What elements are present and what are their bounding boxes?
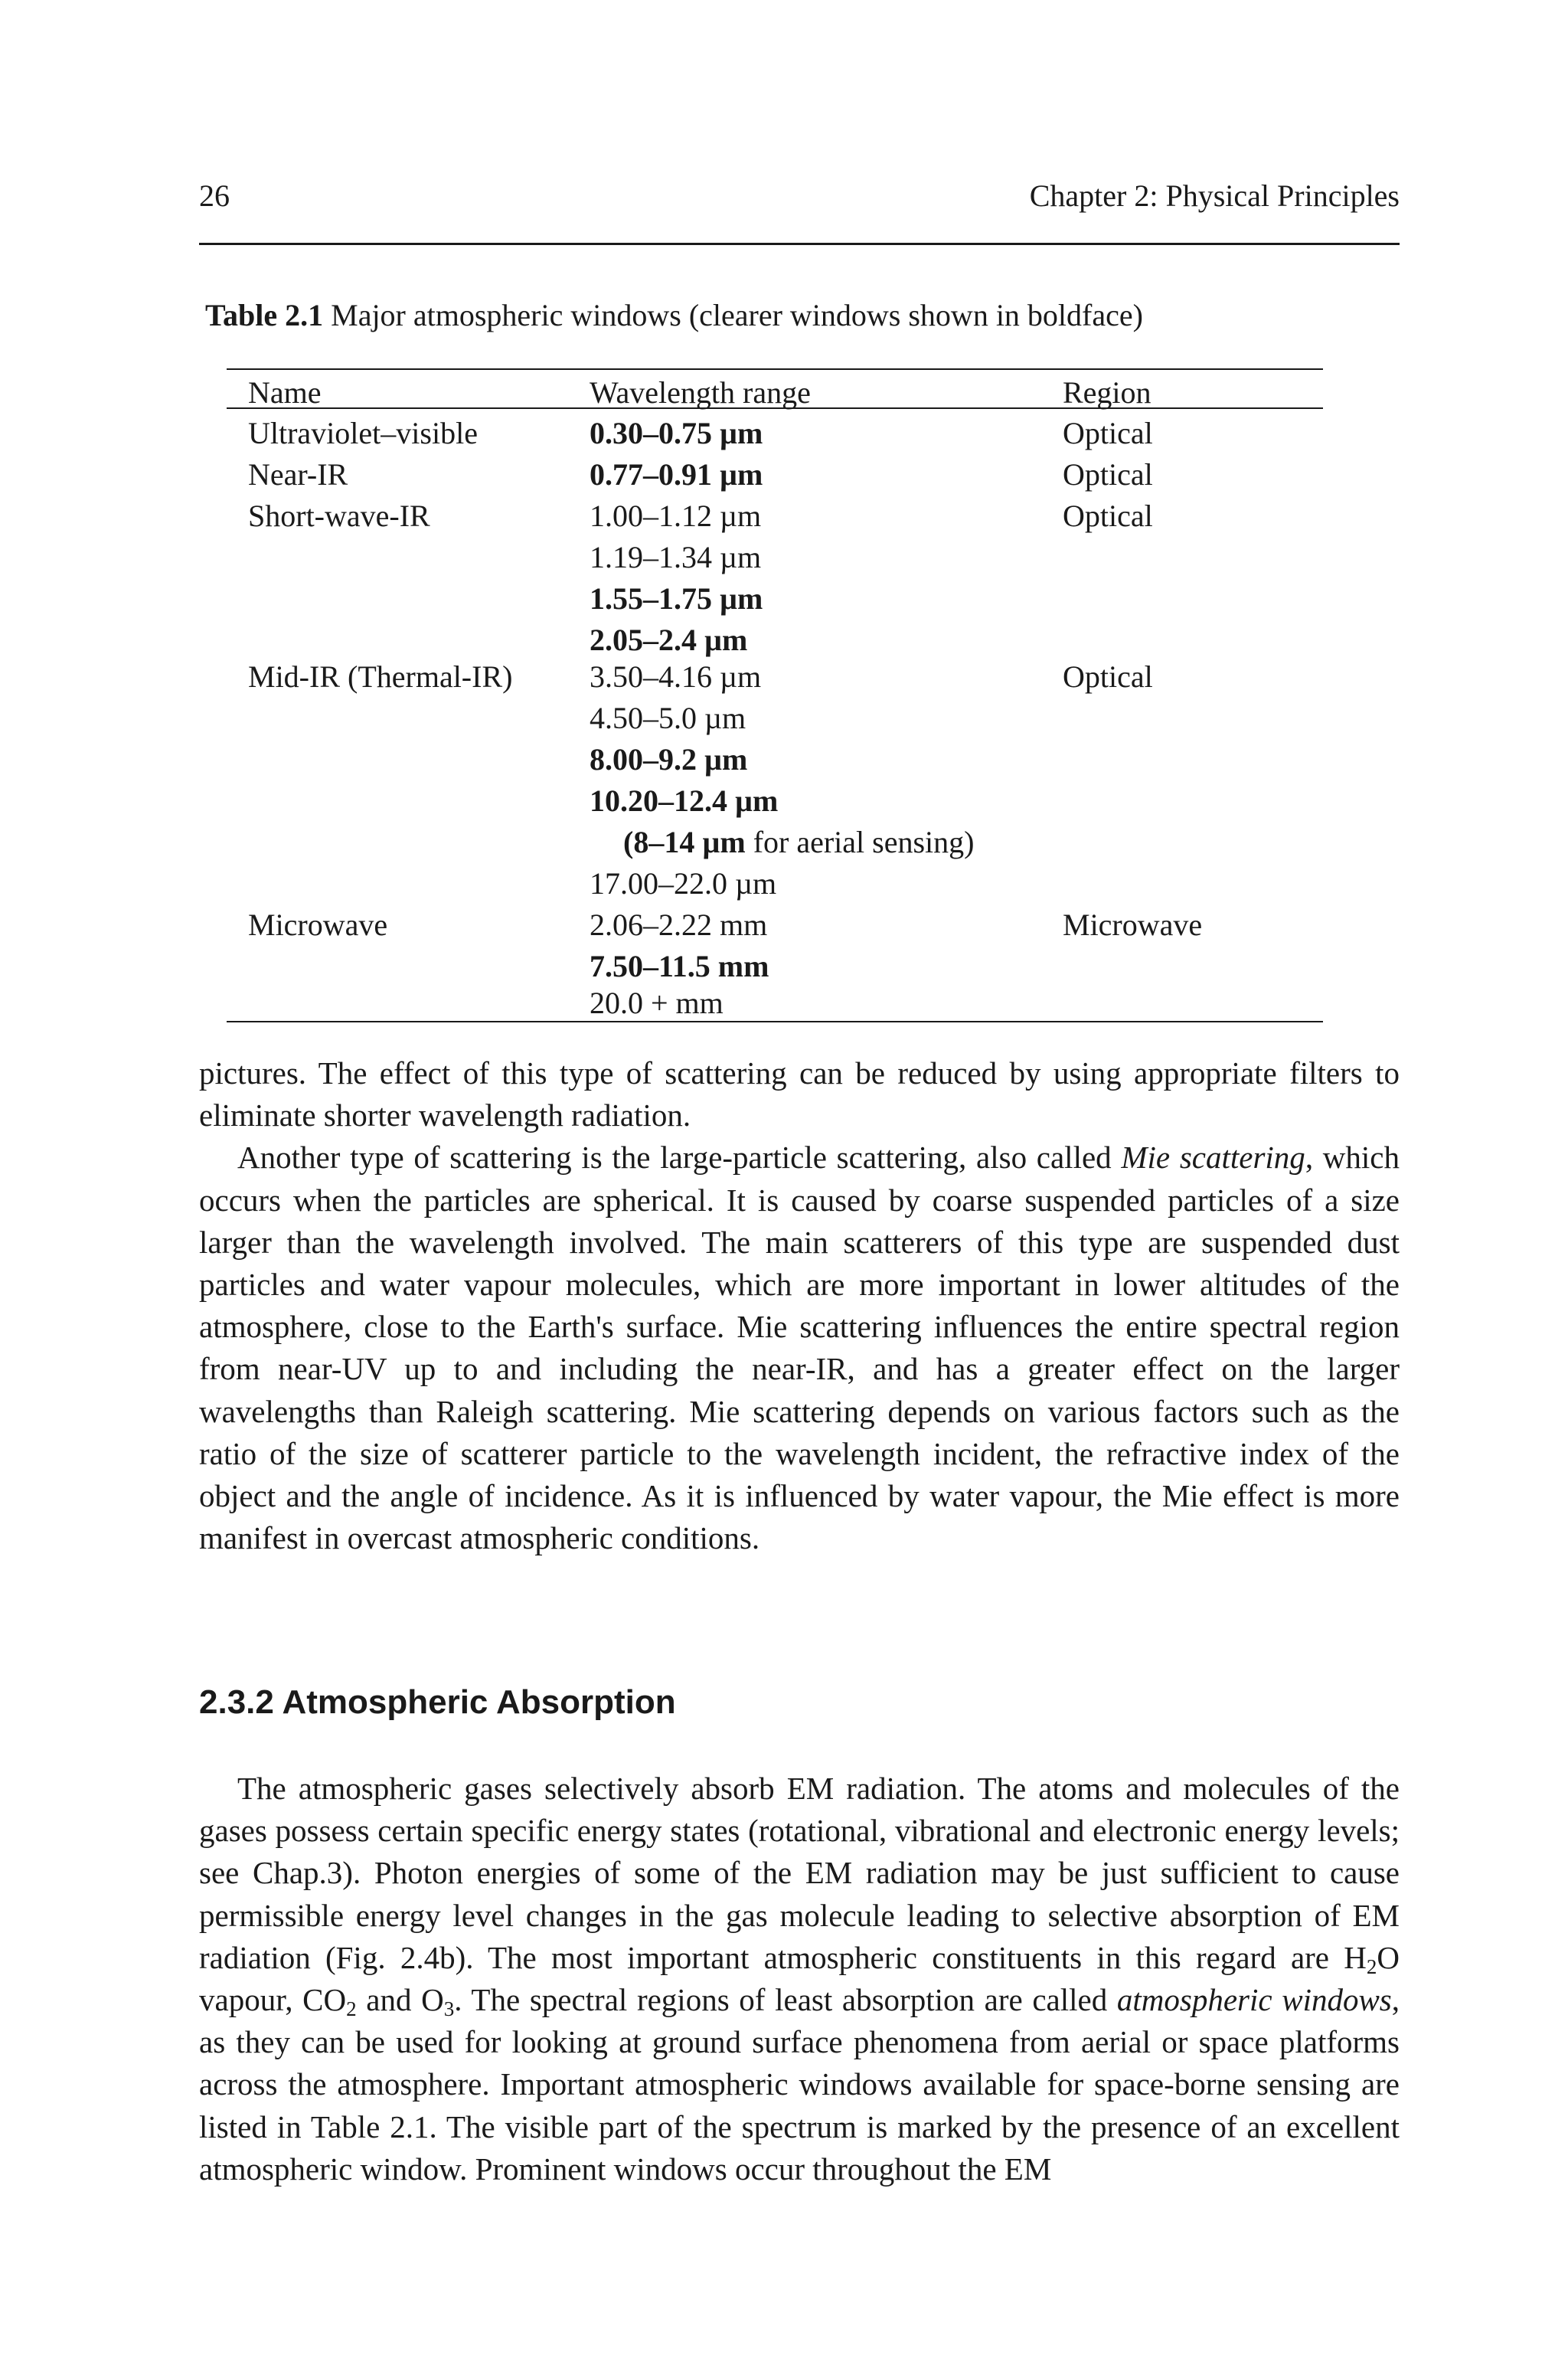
paragraph: pictures. The effect of this type of scattering can be reduced by using appropriate filters to eliminate shorter wavelength radiation. bbox=[199, 1055, 1400, 1133]
table-row bbox=[0, 539, 1568, 581]
row-name: Microwave bbox=[248, 908, 388, 942]
row-region: Optical bbox=[1063, 659, 1153, 694]
row-range: 4.50–5.0 µm bbox=[590, 701, 746, 735]
row-range: 8.00–9.2 µm bbox=[590, 742, 748, 777]
column-header-wavelength: Wavelength range bbox=[590, 375, 811, 410]
table-row bbox=[0, 456, 1568, 498]
row-name: Short-wave-IR bbox=[248, 499, 430, 533]
table-caption bbox=[205, 297, 1143, 333]
atmospheric-windows-term: atmospheric windows bbox=[1116, 1982, 1392, 2018]
table-row bbox=[0, 824, 1568, 865]
chapter-title: Chapter 2: Physical Principles bbox=[1029, 178, 1400, 213]
row-name: Ultraviolet–visible bbox=[248, 416, 478, 450]
row-range-note-bold: (8–14 µm bbox=[623, 825, 746, 859]
paragraph-absorption: The atmospheric gases selectively absorb EM radiation. The atoms and molecules of the gases possess certain specific energy states (rotational, vibrational and electronic energy levels; see Chap.3). Photon energies of some of the EM radiation may be just sufficient to cause permissible energy level changes in the gas molecule leading to selective absorption of EM radiation (Fig. 2.4b). The most important atmospheric constituents in this regard are $H_2O$ vapour, $CO_2$ and $O_3$. The spectral regions of least absorption are called atmospheric windows, as they can be used for looking at ground surface phenomena from aerial or space platforms across the atmosphere. Important atmospheric windows available for space-borne sensing are listed in Table 2.1. The visible part of the spectrum is marked by the presence of an excellent atmospheric window. Prominent windows occur throughout the EM bbox=[199, 1771, 1400, 2187]
table-row bbox=[0, 985, 1568, 1026]
row-region: Microwave bbox=[1063, 908, 1203, 942]
paragraph-mie: Another type of scattering is the large-particle scattering, also called Mie scattering, which occurs when the particles are spherical. It is caused by coarse suspended particles of a size larger than the wavelength involved. The main scatterers of this type are suspended dust particles and water vapour molecules, which are more important in lower altitudes of the atmosphere, close to the Earth's surface. Mie scattering influences the entire spectral region from near-UV up to and including the near-IR, and has a greater effect on the larger wavelengths than Raleigh scattering. Mie scattering depends on various factors such as the ratio of the size of scatterer particle to the wavelength incident, the refractive index of the object and the angle of incidence. As it is influenced by water vapour, the Mie effect is more manifest in overcast atmospheric conditions. bbox=[199, 1140, 1400, 1556]
row-name: Mid-IR (Thermal-IR) bbox=[248, 659, 513, 694]
row-range: 1.00–1.12 µm bbox=[590, 499, 762, 533]
row-range: 2.06–2.22 mm bbox=[590, 908, 768, 942]
table-row bbox=[0, 659, 1568, 700]
header-rule bbox=[199, 243, 1400, 245]
row-range: 0.77–0.91 µm bbox=[590, 457, 763, 492]
row-range: 0.30–0.75 µm bbox=[590, 416, 763, 450]
row-range: 10.20–12.4 µm bbox=[590, 783, 779, 818]
table-row bbox=[0, 948, 1568, 989]
table-row bbox=[0, 700, 1568, 741]
row-region: Optical bbox=[1063, 457, 1153, 492]
scattering-text bbox=[199, 1052, 1400, 1559]
row-range: 1.19–1.34 µm bbox=[590, 540, 762, 574]
page-number: 26 bbox=[199, 178, 230, 213]
row-range: 1.55–1.75 µm bbox=[590, 581, 763, 616]
section-heading: 2.3.2 Atmospheric Absorption bbox=[199, 1683, 676, 1721]
table-row bbox=[0, 865, 1568, 907]
table-caption-label: Table 2.1 bbox=[205, 298, 324, 332]
table-top-rule bbox=[227, 368, 1323, 370]
mie-term: Mie scattering bbox=[1121, 1140, 1305, 1176]
table-row bbox=[0, 581, 1568, 622]
row-range-note bbox=[623, 824, 974, 860]
table-row bbox=[0, 783, 1568, 824]
absorption-text bbox=[199, 1768, 1400, 2190]
row-range: 17.00–22.0 µm bbox=[590, 866, 777, 901]
row-region: Optical bbox=[1063, 416, 1153, 450]
table-row bbox=[0, 741, 1568, 783]
row-region: Optical bbox=[1063, 499, 1153, 533]
row-range-note-rest: for aerial sensing) bbox=[745, 825, 975, 859]
column-header-name: Name bbox=[248, 375, 322, 410]
table-caption-text: Major atmospheric windows (clearer windows shown in boldface) bbox=[331, 298, 1143, 332]
row-name: Near-IR bbox=[248, 457, 348, 492]
running-header bbox=[199, 178, 1400, 214]
row-range: 7.50–11.5 mm bbox=[590, 949, 769, 983]
table-row bbox=[0, 907, 1568, 948]
column-header-region: Region bbox=[1063, 375, 1152, 410]
table-row bbox=[0, 415, 1568, 456]
row-range: 20.0 + mm bbox=[590, 986, 724, 1020]
row-range: 3.50–4.16 µm bbox=[590, 659, 762, 694]
row-range: 2.05–2.4 µm bbox=[590, 623, 748, 657]
table-row bbox=[0, 622, 1568, 663]
table-row bbox=[0, 498, 1568, 539]
